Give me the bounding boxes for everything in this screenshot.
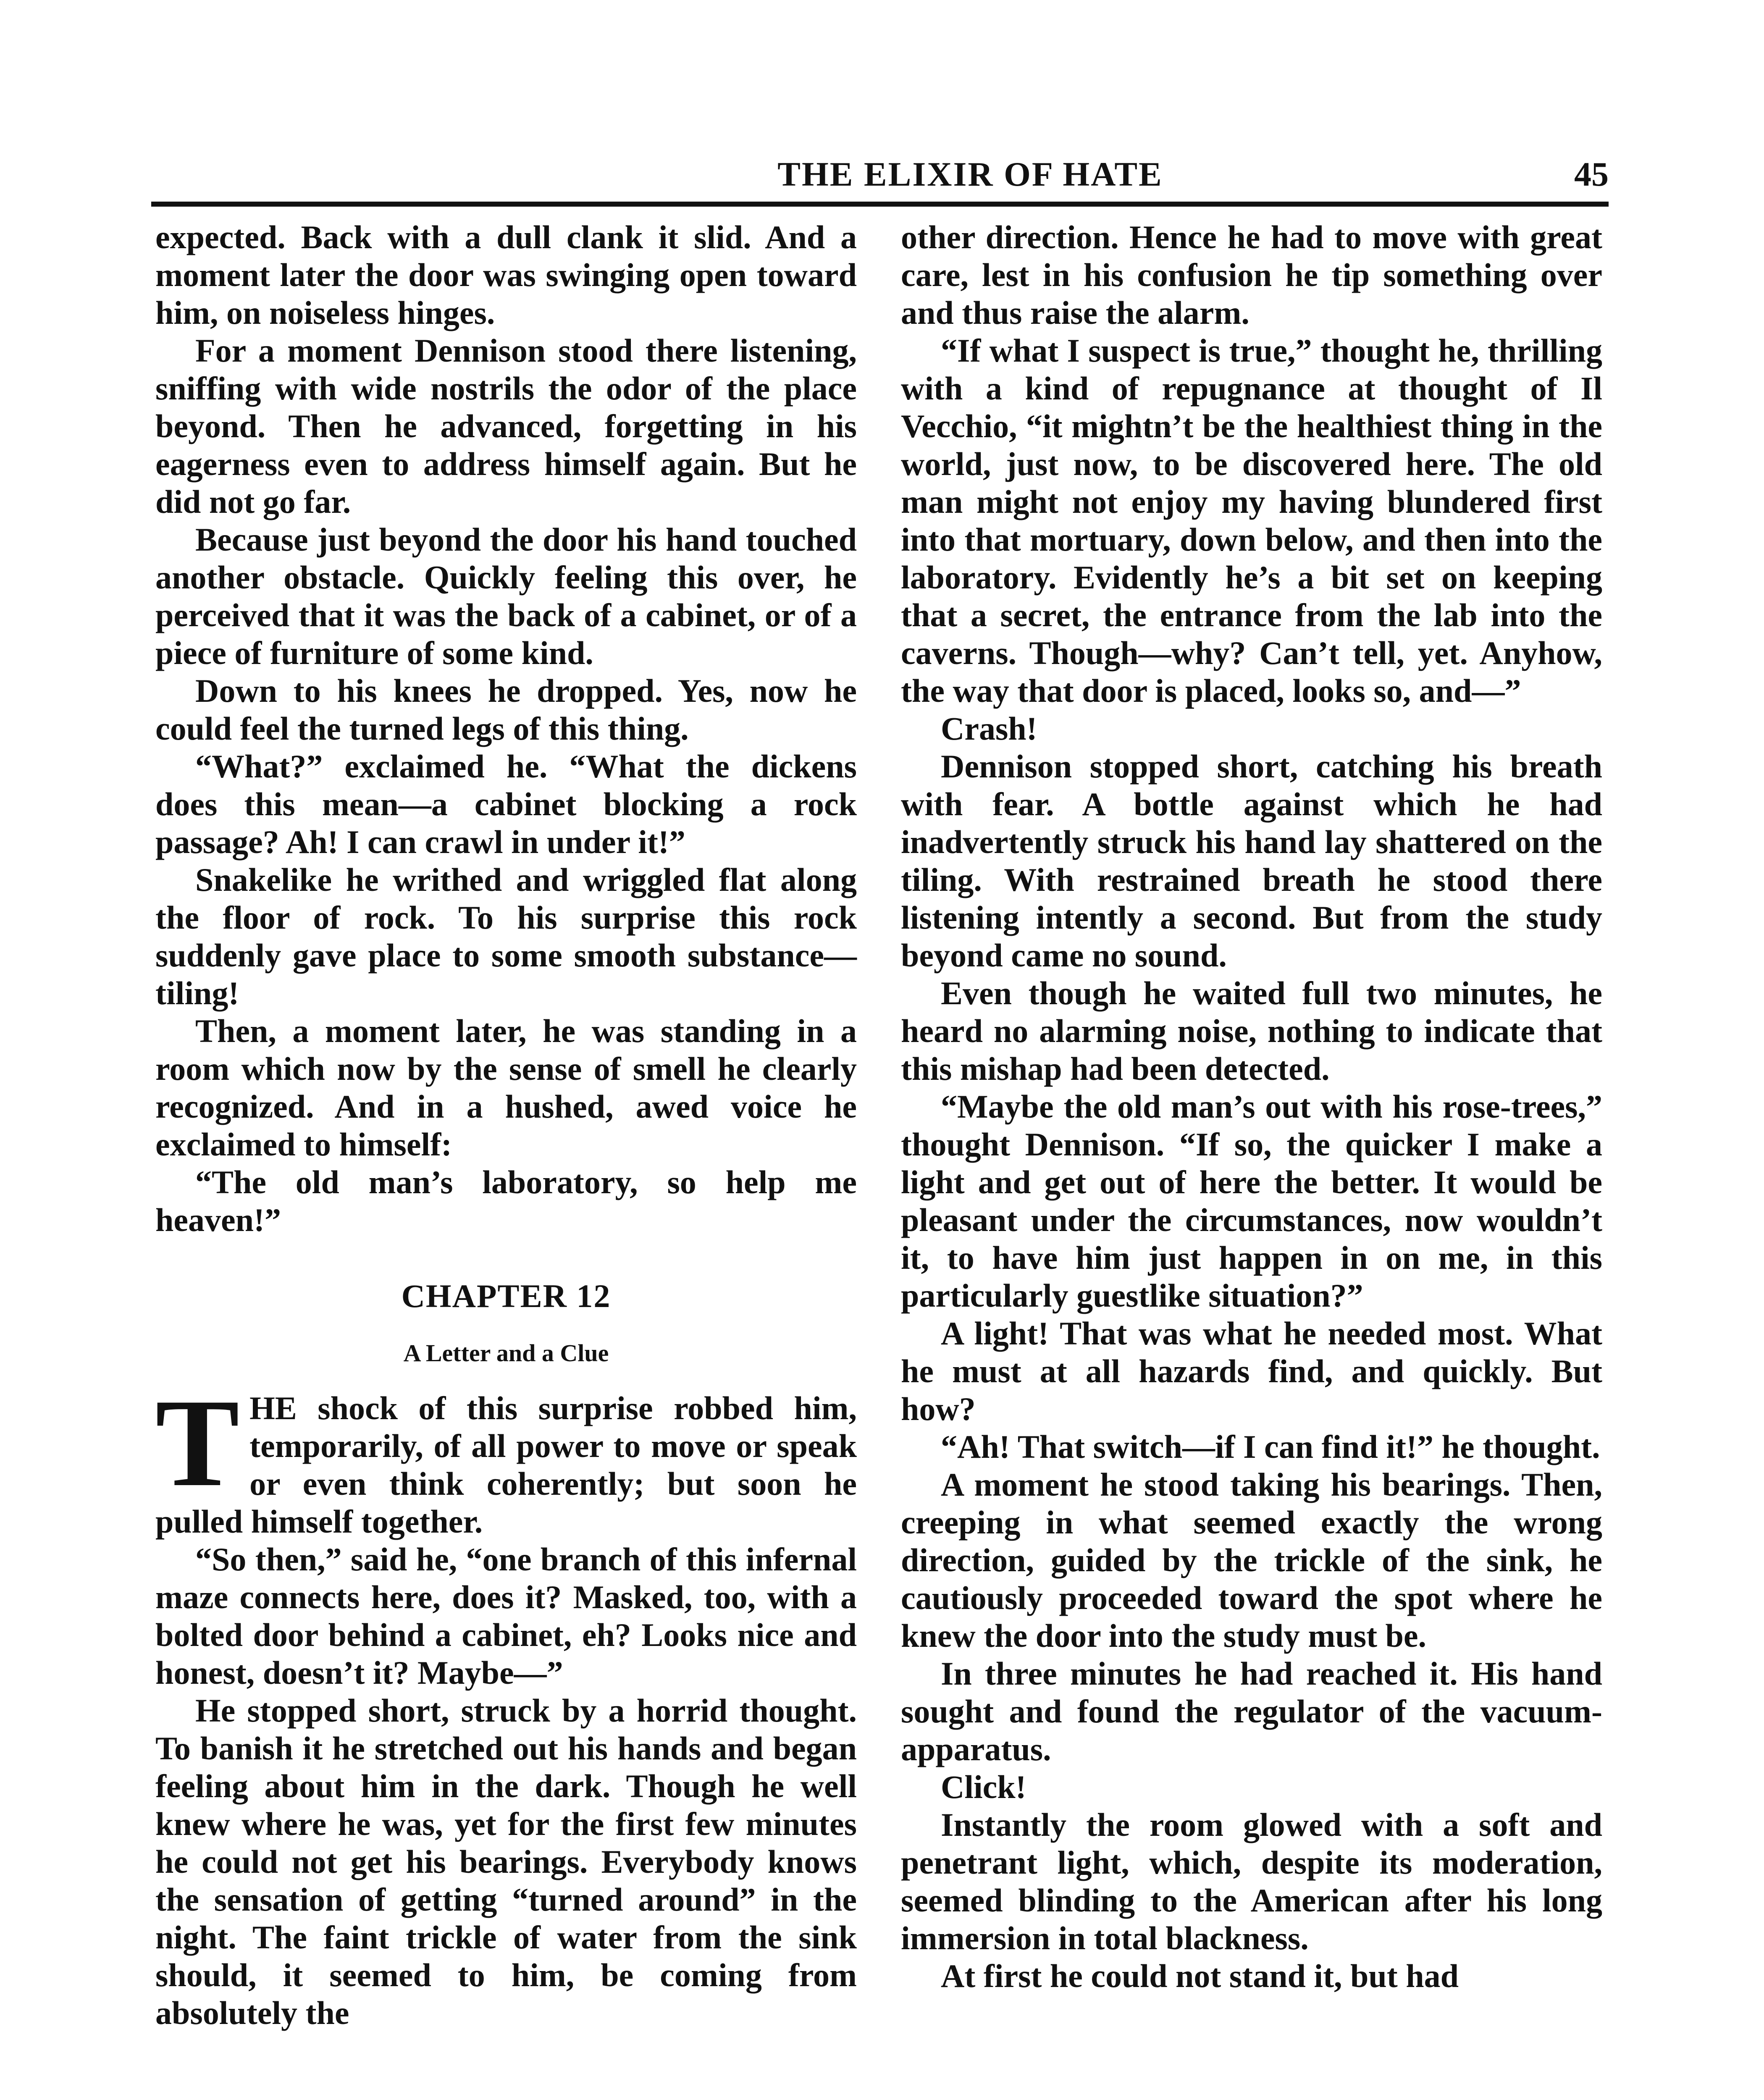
paragraph: other direction. Hence he had to move with great care, lest in his confusion he tip something over and thus raise the alarm. (901, 219, 1602, 331)
page-number: 45 (1574, 155, 1609, 193)
paragraph: For a moment Dennison stood there listening, sniffing with wide nostrils the odor of the place beyond. Then he advanced, forgetting in his eagerness even to address himself again. But he did not go far. (155, 332, 857, 520)
paragraph: expected. Back with a dull clank it slid. And a moment later the door was swinging open toward him, on noiseless hinges. (155, 219, 857, 331)
paragraph: Down to his knees he dropped. Yes, now he could feel the turned legs of this thing. (155, 672, 857, 747)
chapter-subtitle: A Letter and a Clue (403, 1339, 609, 1367)
paragraph: “If what I suspect is true,” thought he, thrilling with a kind of repugnance at thought of Il Vecchio, “it mightn’t be the healthiest thing in the world, just now, to be discovered here. The old man might not enjoy my having blundered first into that mortuary, down below, and then into the laboratory. Evidently he’s a bit set on keeping that a secret, the entrance from the lab into the caverns. Though—why? Can’t tell, yet. Anyhow, the way that door is placed, looks so, and—” (901, 332, 1602, 709)
opening-paragraph-text: HE shock of this surprise robbed him, temporarily, of all power to move or speak or even think coherently; but soon he pulled himself together. (155, 1390, 857, 1540)
paragraph: Dennison stopped short, catching his breath with fear. A bottle against which he had inadvertently struck his hand lay shattered on the tiling. With restrained breath he stood there listening intently a second. But from the study beyond came no sound. (901, 748, 1602, 974)
drop-cap: T (155, 1373, 240, 1512)
paragraph: “So then,” said he, “one branch of this infernal maze connects here, does it? Masked, too, with a bolted door behind a cabinet, eh? Looks nice and honest, doesn’t it? Maybe—” (155, 1541, 857, 1691)
chapter-heading: CHAPTER 12 (401, 1278, 611, 1314)
opening-paragraph (155, 1373, 857, 1541)
paragraph: A light! That was what he needed most. What he must at all hazards find, and quickly. But how? (901, 1315, 1602, 1427)
paragraph: “The old man’s laboratory, so help me heaven!” (155, 1164, 857, 1238)
paragraph: Because just beyond the door his hand touched another obstacle. Quickly feeling this over, he perceived that it was the back of a cabinet, or of a piece of furniture of some kind. (155, 521, 857, 671)
paragraph: Even though he waited full two minutes, he heard no alarming noise, nothing to indicate that this mishap had been detected. (901, 975, 1602, 1087)
page-header (151, 151, 1609, 202)
paragraph: A moment he stood taking his bearings. Then, creeping in what seemed exactly the wrong direction, guided by the trickle of the sink, he cautiously proceeded toward the spot where he knew the door into the study must be. (901, 1466, 1602, 1654)
header-rule (151, 202, 1609, 207)
paragraph: Crash! (941, 710, 1037, 747)
running-title: THE ELIXIR OF HATE (777, 155, 1163, 193)
paragraph: “Ah! That switch—if I can find it!” he thought. (941, 1428, 1600, 1465)
paragraph: In three minutes he had reached it. His hand sought and found the regulator of the vacuum-apparatus. (901, 1655, 1602, 1767)
right-column (901, 218, 1602, 1995)
paragraph: “What?” exclaimed he. “What the dickens does this mean—a cabinet blocking a rock passage? Ah! I can crawl in under it!” (155, 748, 857, 860)
paragraph: Instantly the room glowed with a soft and penetrant light, which, despite its moderation, seemed blinding to the American after his long immersion in total blackness. (901, 1806, 1602, 1956)
left-column (155, 218, 857, 2032)
paragraph: Then, a moment later, he was standing in a room which now by the sense of smell he clearly recognized. And in a hushed, awed voice he exclaimed to himself: (155, 1013, 857, 1163)
paragraph: He stopped short, struck by a horrid thought. To banish it he stretched out his hands and began feeling about him in the dark. Though he well knew where he was, yet for the first few minutes he could not get his bearings. Everybody knows the sensation of getting “turned around” in the night. The faint trickle of water from the sink should, it seemed to him, be coming from absolutely the (155, 1692, 857, 2031)
paragraph: “Maybe the old man’s out with his rose-trees,” thought Dennison. “If so, the quicker I make a light and get out of here the better. It would be pleasant under the circumstances, now wouldn’t it, to have him just happen in on me, in this particularly guestlike situation?” (901, 1088, 1602, 1314)
paragraph: Snakelike he writhed and wriggled flat along the floor of rock. To his surprise this rock suddenly gave place to some smooth substance—tiling! (155, 861, 857, 1011)
paragraph: Click! (941, 1769, 1026, 1805)
paragraph: At first he could not stand it, but had (941, 1958, 1459, 1994)
